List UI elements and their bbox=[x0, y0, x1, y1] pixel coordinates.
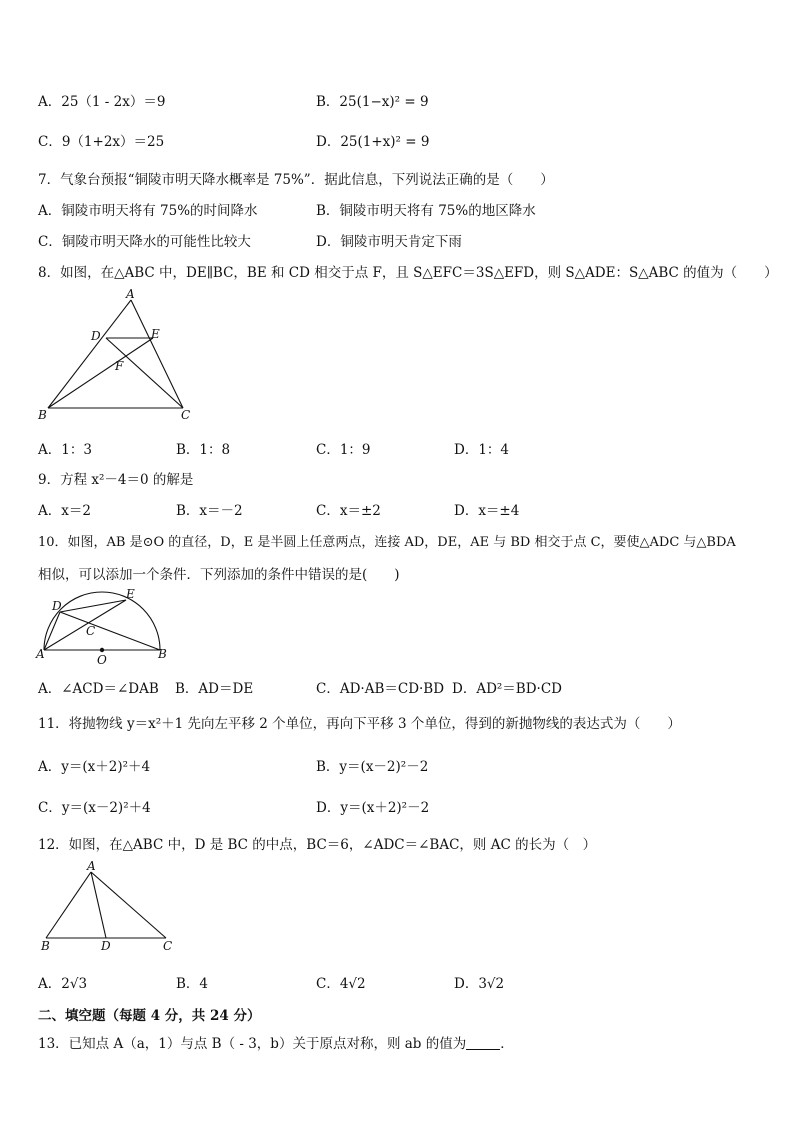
q9-option-c: C．x＝±2 bbox=[316, 503, 381, 519]
q8-option-d: D．1：4 bbox=[454, 442, 510, 458]
q12-label-d: D bbox=[101, 939, 111, 953]
q8-option-b: B．1：8 bbox=[176, 442, 231, 458]
q8-option-c: C．1：9 bbox=[316, 442, 371, 458]
q8-label-f: F bbox=[115, 359, 124, 373]
q7-option-d: D．铜陵市明天肯定下雨 bbox=[316, 234, 462, 250]
q9-option-d: D．x＝±4 bbox=[454, 503, 520, 519]
q10-stem-line1: 10．如图，AB 是⊙O 的直径，D，E 是半圆上任意两点，连接 AD，DE，AE 与 BD 相交于点 C，要使△ADC 与△BDA bbox=[38, 535, 736, 550]
q10-option-d: D．AD²＝BD·CD bbox=[452, 681, 562, 697]
q8-label-b: B bbox=[38, 408, 47, 422]
q10-label-o: O bbox=[97, 653, 107, 667]
q12-option-d: D．3√2 bbox=[454, 976, 505, 992]
q12-triangle-figure bbox=[36, 860, 186, 952]
q10-semicircle-figure bbox=[34, 588, 174, 668]
q11-option-b: B．y＝(x－2)²－2 bbox=[316, 759, 429, 775]
q7-option-b: B．铜陵市明天将有 75%的地区降水 bbox=[316, 203, 536, 219]
section-fill-in-title: 二、填空题（每题 4 分，共 24 分） bbox=[38, 1008, 261, 1024]
q7-option-c: C．铜陵市明天降水的可能性比较大 bbox=[38, 234, 251, 250]
q8-label-e: E bbox=[151, 327, 160, 341]
q11-option-d: D．y＝(x＋2)²－2 bbox=[316, 800, 430, 816]
q12-label-c: C bbox=[163, 939, 173, 953]
q10-option-a: A．∠ACD＝∠DAB bbox=[38, 681, 159, 697]
q11-option-c: C．y＝(x－2)²＋4 bbox=[38, 800, 151, 816]
q10-label-b: B bbox=[158, 647, 167, 661]
q13-stem: 13．已知点 A（a，1）与点 B（ - 3，b）关于原点对称，则 ab 的值为 bbox=[38, 1036, 467, 1052]
q12-label-a: A bbox=[87, 859, 96, 873]
q10-option-c: C．AD·AB＝CD·BD bbox=[316, 681, 445, 697]
q9-option-b: B．x＝－2 bbox=[176, 503, 243, 519]
q6-option-a: A．25（1 - 2x）＝9 bbox=[38, 94, 166, 110]
q6-option-d: D．25(1+x)² = 9 bbox=[316, 134, 430, 150]
q6-option-b: B．25(1−x)² = 9 bbox=[316, 94, 429, 110]
q10-label-e: E bbox=[126, 587, 135, 601]
q11-option-a: A．y＝(x＋2)²＋4 bbox=[38, 759, 151, 775]
q12-label-b: B bbox=[41, 939, 50, 953]
q12-option-a: A．2√3 bbox=[38, 976, 88, 992]
q10-label-c: C bbox=[86, 624, 96, 638]
q13-end: ． bbox=[500, 1036, 514, 1052]
q8-triangle-figure bbox=[36, 287, 206, 425]
q7-stem: 7．气象台预报“铜陵市明天降水概率是 75%”．据此信息，下列说法正确的是（ ） bbox=[38, 172, 554, 188]
q8-option-a: A．1：3 bbox=[38, 442, 92, 458]
q9-stem: 9．方程 x²－4＝0 的解是 bbox=[38, 472, 194, 488]
q12-option-b: B．4 bbox=[176, 976, 209, 992]
q13-line bbox=[38, 1032, 514, 1052]
q10-label-a: A bbox=[36, 647, 45, 661]
q10-option-b: B．AD＝DE bbox=[175, 681, 254, 697]
q6-option-c: C．9（1+2x）＝25 bbox=[38, 134, 165, 150]
q8-label-d: D bbox=[91, 329, 101, 343]
q8-label-c: C bbox=[181, 408, 191, 422]
q12-stem: 12．如图，在△ABC 中，D 是 BC 的中点，BC＝6，∠ADC＝∠BAC，则 AC 的长为（ ） bbox=[38, 837, 597, 853]
q9-option-a: A．x＝2 bbox=[38, 503, 91, 519]
q7-option-a: A．铜陵市明天将有 75%的时间降水 bbox=[38, 203, 258, 219]
q8-stem: 8．如图，在△ABC 中，DE∥BC，BE 和 CD 相交于点 F，且 S△EFC＝3S△EFD，则 S△ADE：S△ABC 的值为（ ） bbox=[38, 265, 778, 281]
q11-stem: 11．将抛物线 y＝x²＋1 先向左平移 2 个单位，再向下平移 3 个单位，得到的新抛物线的表达式为（ ） bbox=[38, 716, 681, 732]
q13-answer-blank[interactable] bbox=[466, 1037, 500, 1050]
q10-stem-line2: 相似，可以添加一个条件．下列添加的条件中错误的是( ) bbox=[38, 567, 400, 583]
q10-label-d: D bbox=[52, 599, 62, 613]
q12-option-c: C．4√2 bbox=[316, 976, 366, 992]
q8-label-a: A bbox=[126, 287, 135, 301]
